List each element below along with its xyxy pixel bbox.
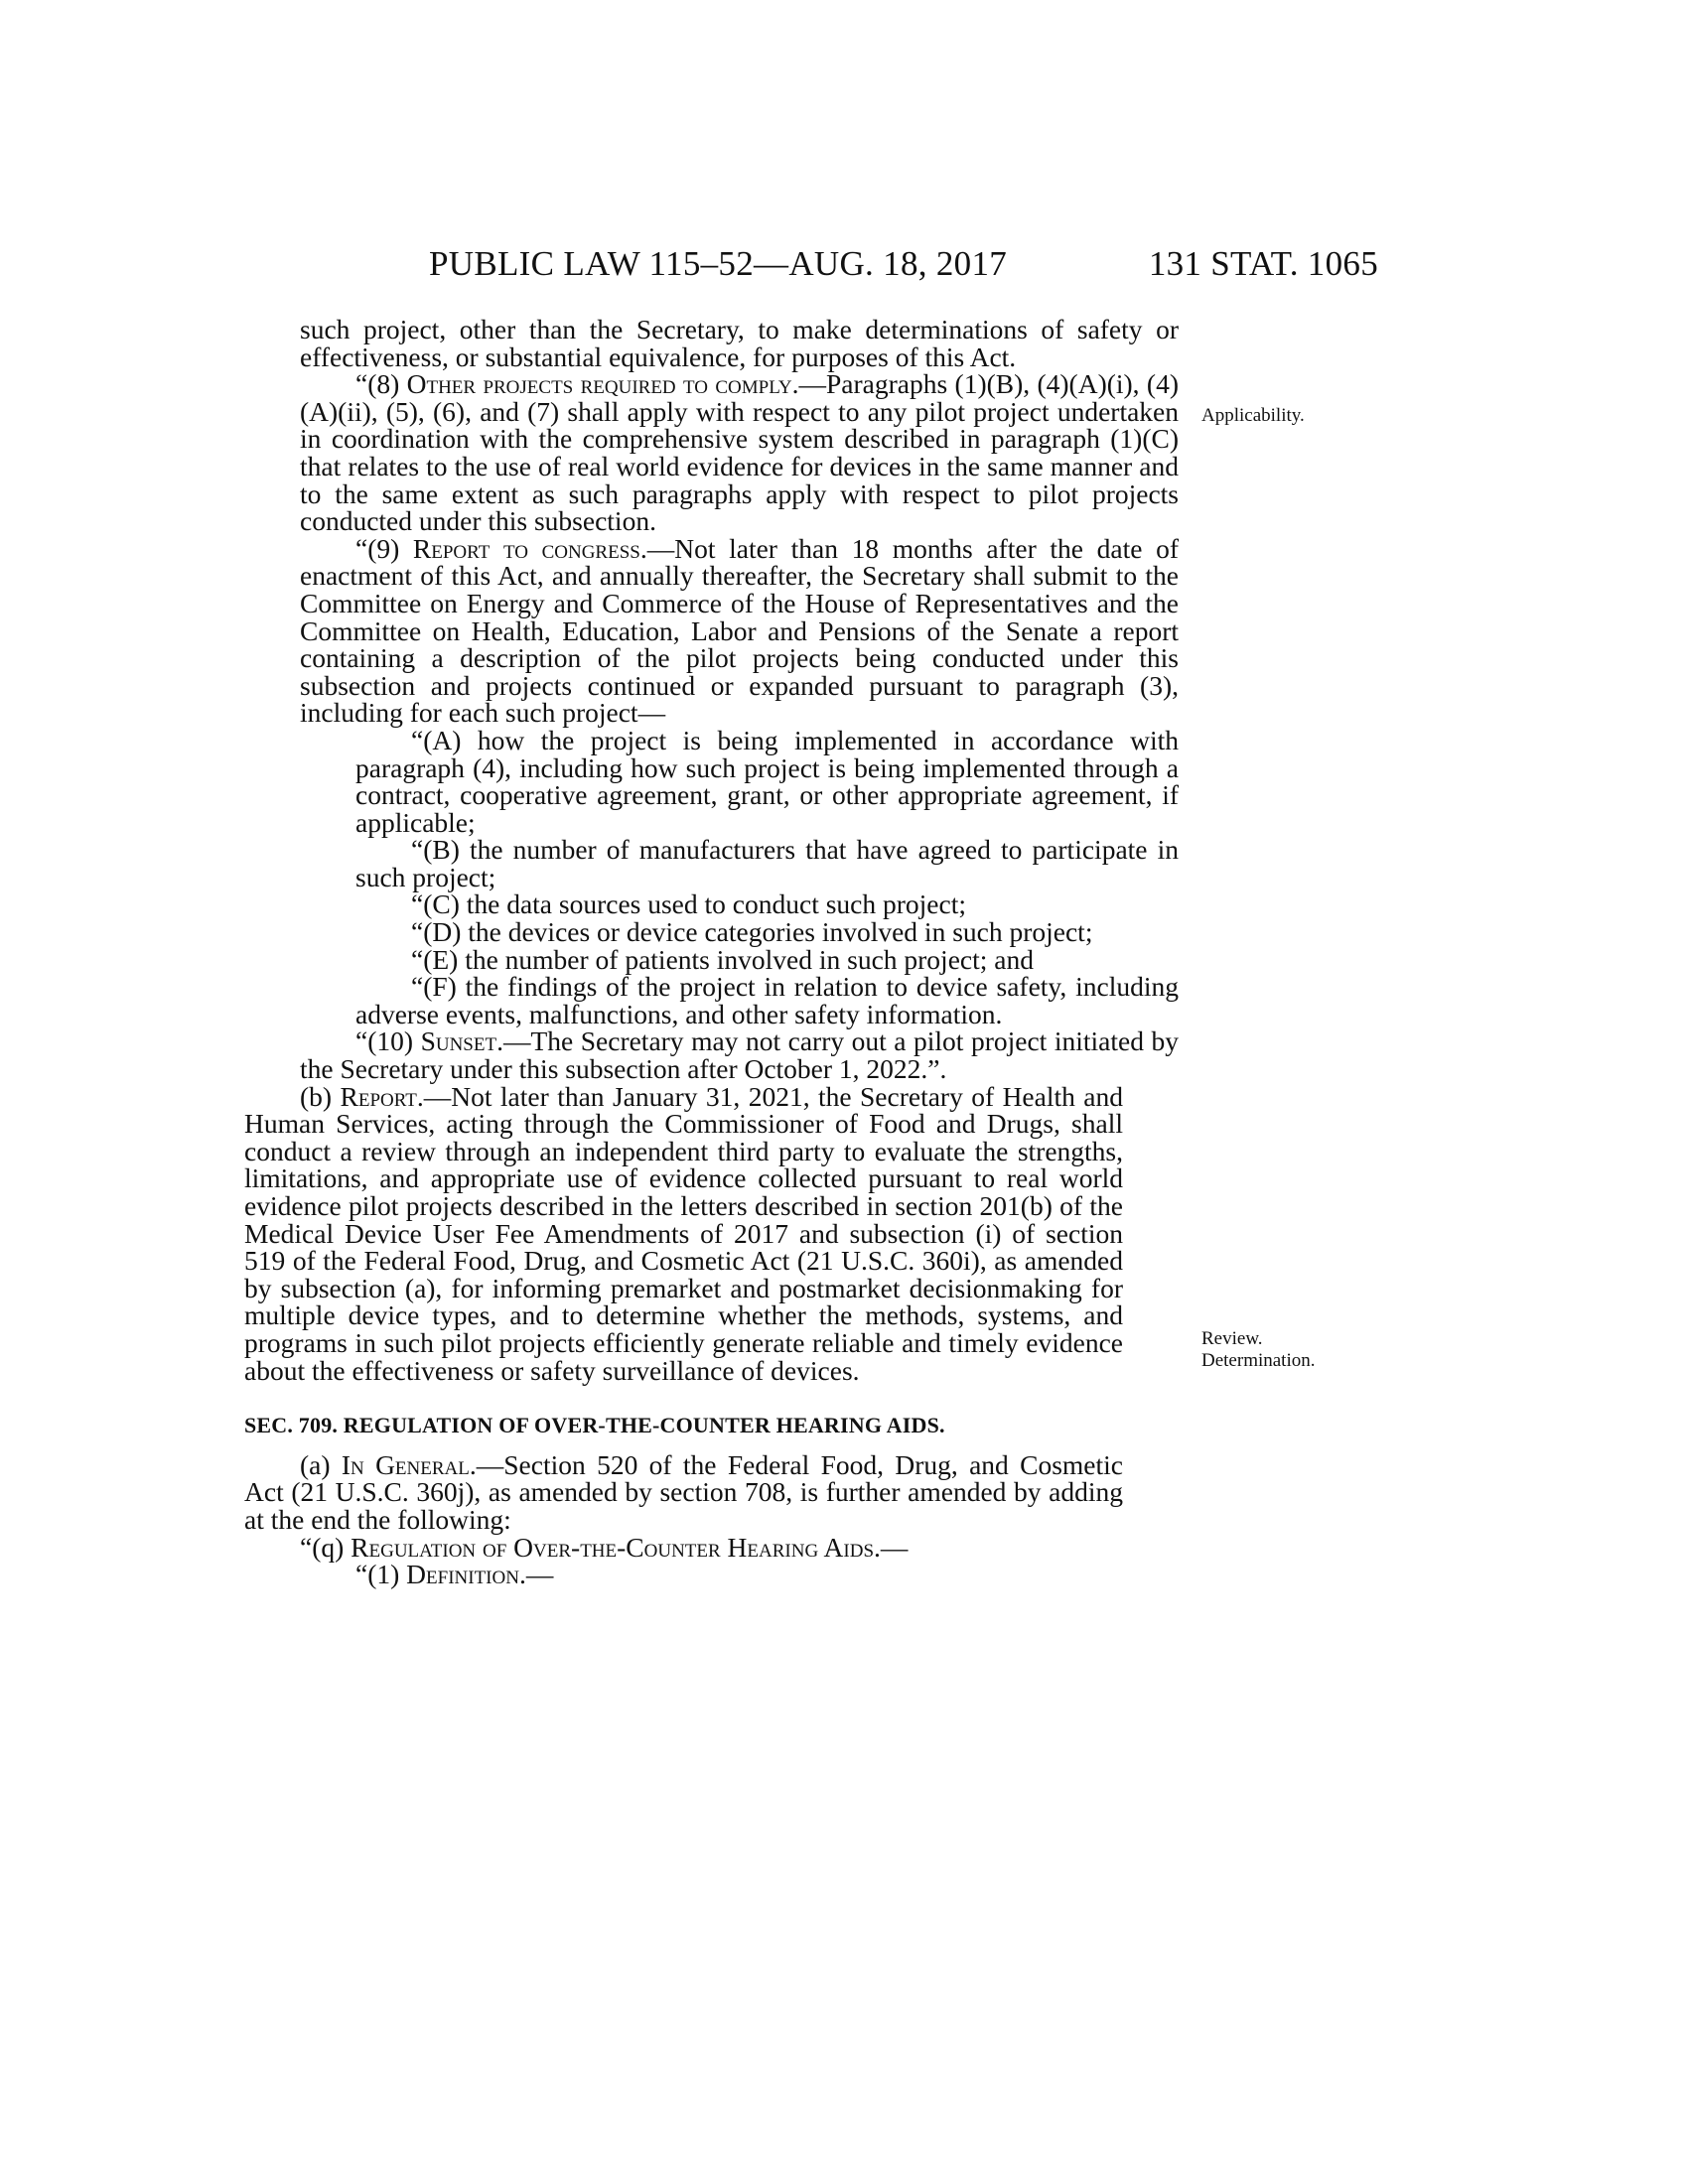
para-heading: Regulation of Over-the-Counter Hearing Aids: [351, 1531, 875, 1563]
para-number: “(1): [355, 1559, 407, 1590]
para-text: .—Paragraphs (1)(B), (4)(A)(i), (4)(A)(ii), (5), (6), and (7) shall apply with respect to any pilot project undertaken in coordination with the comprehensive system described in paragraph (1)(C) that relates to the use of real world evidence for devices in the same manner and to the same extent as such paragraphs apply with respect to pilot projects conducted under this subsection.: [300, 368, 1179, 537]
para-heading: In General: [341, 1448, 470, 1480]
para-text: .—Not later than 18 months after the date of enactment of this Act, and annually thereafter, the Secretary shall submit to the Committee on Energy and Commerce of the House of Representatives and the Committee on Health, Education, Labor and Pensions of the Senate a report containing a description of the pilot projects being conducted under this subsection and projects continued or expanded pursuant to paragraph (3), including for each such project—: [300, 532, 1179, 729]
subparagraph-B: “(B) the number of manufacturers that have agreed to participate in such project;: [355, 834, 1179, 892]
para-heading: Definition: [406, 1559, 519, 1590]
margin-note-determination: Determination.: [1201, 1350, 1316, 1371]
para-number: (b): [300, 1080, 341, 1112]
section-heading: SEC. 709. REGULATION OF OVER-THE-COUNTER HEARING AIDS.: [244, 1413, 945, 1438]
subsection-b: [244, 1080, 1123, 1386]
subparagraph-D: “(D) the devices or device categories involved in such project;: [411, 916, 1093, 948]
para-number: “(q): [300, 1531, 352, 1563]
para-heading: Sunset: [420, 1025, 497, 1057]
page-body: [244, 314, 1179, 1590]
paragraph-10: [300, 1025, 1179, 1085]
header-page-number: 131 STAT. 1065: [1148, 244, 1378, 283]
margin-note-review: Review.: [1201, 1328, 1263, 1349]
header-title: PUBLIC LAW 115–52—AUG. 18, 2017: [429, 244, 1008, 283]
subparagraph-E: “(E) the number of patients involved in such project; and: [411, 943, 1034, 975]
para-number: (a): [300, 1448, 342, 1480]
subparagraph-A: “(A) how the project is being implemented in accordance with paragraph (4), including how such project is being implemented through a contract, cooperative agreement, grant, or other appropriate agreement, if applicable;: [355, 724, 1179, 838]
para-number: “(9): [355, 532, 413, 564]
paragraph-1-definition: [300, 1561, 1179, 1588]
paragraph-9: [300, 532, 1179, 729]
subparagraph-C: “(C) the data sources used to conduct such project;: [411, 888, 966, 920]
para-heading: Report to congress: [412, 532, 640, 564]
running-header: [0, 244, 1688, 294]
subsection-a: [244, 1448, 1123, 1535]
para-heading: Other projects required to comply: [406, 368, 792, 400]
margin-note-applicability: Applicability.: [1201, 405, 1305, 426]
para-number: “(10): [355, 1025, 421, 1057]
subparagraph-F: “(F) the findings of the project in relation to device safety, including adverse events, malfunctions, and other safety information.: [355, 971, 1179, 1029]
para-dash: .—: [518, 1559, 554, 1590]
para-number: “(8): [355, 368, 407, 400]
para-text: .—The Secretary may not carry out a pilot project initiated by the Secretary under this subsection after October 1, 2022.”.: [300, 1025, 1179, 1085]
para-dash: .—: [874, 1531, 909, 1563]
subsection-q: [244, 1531, 1179, 1563]
paragraph-continuation: such project, other than the Secretary, to make determinations of safety or effectiveness, or substantial equivalence, for purposes of this Act.: [300, 314, 1179, 372]
para-text: .—Section 520 of the Federal Food, Drug, and Cosmetic Act (21 U.S.C. 360j), as amended by section 708, is further amended by adding at the end the following:: [244, 1448, 1123, 1535]
paragraph-8: [300, 370, 1179, 535]
para-heading: Report: [340, 1080, 417, 1112]
para-text: .—Not later than January 31, 2021, the Secretary of Health and Human Services, acting through the Commissioner of Food and Drugs, shall conduct a review through an independent third party to evaluate the strengths, limitations, and appropriate use of evidence collected pursuant to real world evidence pilot projects described in the letters described in section 201(b) of the Medical Device User Fee Amendments of 2017 and subsection (i) of section 519 of the Federal Food, Drug, and Cosmetic Act (21 U.S.C. 360i), as amended by subsection (a), for informing premarket and postmarket decisionmaking for multiple device types, and to determine whether the methods, systems, and programs in such pilot projects efficiently generate reliable and timely evidence about the effectiveness or safety surveillance of devices.: [244, 1080, 1123, 1386]
